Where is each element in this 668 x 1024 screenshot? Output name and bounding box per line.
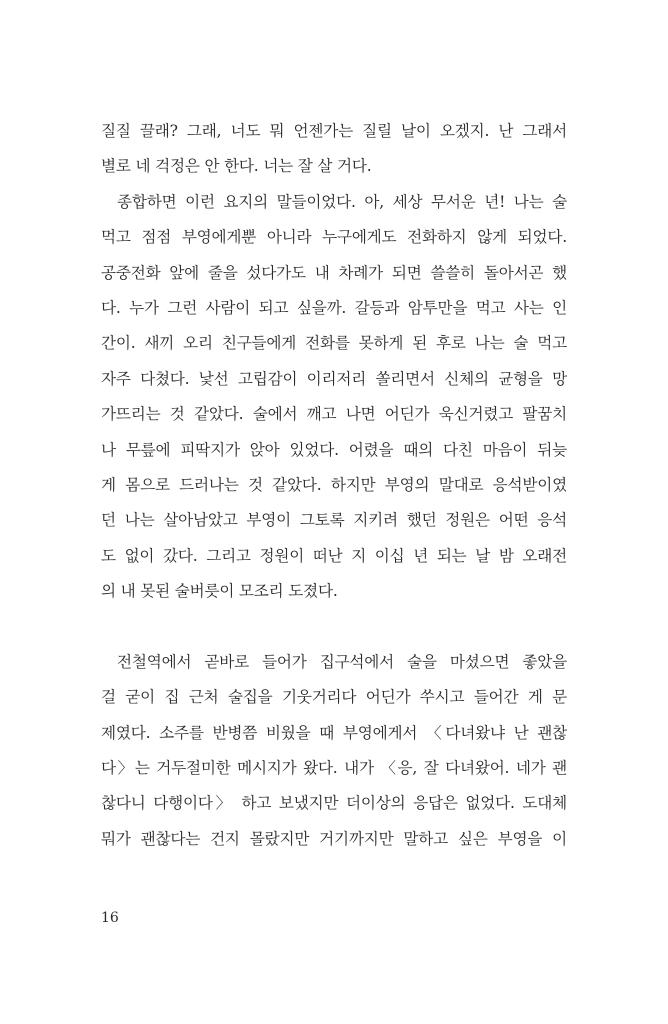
text-line: 별로 네 걱정은 안 한다. 너는 잘 살 거다.	[101, 157, 372, 176]
text-line: 다〉는 거두절미한 메시지가 왔다. 내가 〈응, 잘 다녀왔어. 네가 괜	[101, 759, 567, 778]
text-line: 제였다. 소주를 반병쯤 비웠을 때 부영에게서 〈다녀왔냐 난 괜찮	[101, 723, 567, 742]
text-line: 다. 누가 그런 사람이 되고 싶을까. 갈등과 암투만을 먹고 사는 인	[101, 298, 567, 317]
text-line: 공중전화 앞에 줄을 섰다가도 내 차례가 되면 쓸쓸히 돌아서곤 했	[101, 263, 567, 282]
text-line: 가뜨리는 것 같았다. 술에서 깨고 나면 어딘가 욱신거렸고 팔꿈치	[101, 405, 567, 424]
text-line: 의 내 못된 술버릇이 모조리 도졌다.	[101, 582, 338, 601]
text-line: 먹고 점점 부영에게뿐 아니라 누구에게도 전화하지 않게 되었다.	[101, 228, 567, 247]
text-line: 찮다니 다행이다〉 하고 보냈지만 더이상의 응답은 없었다. 도대체	[101, 794, 567, 813]
text-line: 전철역에서 곧바로 들어가 집구석에서 술을 마셨으면 좋았을	[117, 652, 567, 671]
text-line: 도 없이 갔다. 그리고 정원이 떠난 지 이십 년 되는 날 밤 오래전	[101, 546, 567, 565]
text-line: 질질 끌래? 그래, 너도 뭐 언젠가는 질릴 날이 오겠지. 난 그래서	[101, 122, 567, 140]
text-line: 자주 다쳤다. 낯선 고립감이 이리저리 쏠리면서 신체의 균형을 망	[101, 369, 567, 388]
text-line: 걸 굳이 집 근처 술집을 기웃거리다 어딘가 쑤시고 들어간 게 문	[101, 688, 567, 707]
section-break	[101, 609, 567, 644]
text-line: 종합하면 이런 요지의 말들이었다. 아, 세상 무서운 년! 나는 술	[117, 192, 567, 211]
text-line: 게 몸으로 드러나는 것 같았다. 하지만 부영의 말대로 응석받이였	[101, 475, 567, 494]
text-line: 뭐가 괜찮다는 건지 몰랐지만 거기까지만 말하고 싶은 부영을 이	[101, 829, 567, 848]
text-line: 나 무릎에 피딱지가 앉아 있었다. 어렸을 때의 다친 마음이 뒤늦	[101, 440, 567, 459]
text-line: 간이. 새끼 오리 친구들에게 전화를 못하게 된 후로 나는 술 먹고	[101, 334, 567, 353]
body-text	[101, 114, 567, 857]
page-number: 16	[101, 910, 119, 926]
text-line: 던 나는 살아남았고 부영이 그토록 지키려 했던 정원은 어떤 응석	[101, 511, 567, 530]
